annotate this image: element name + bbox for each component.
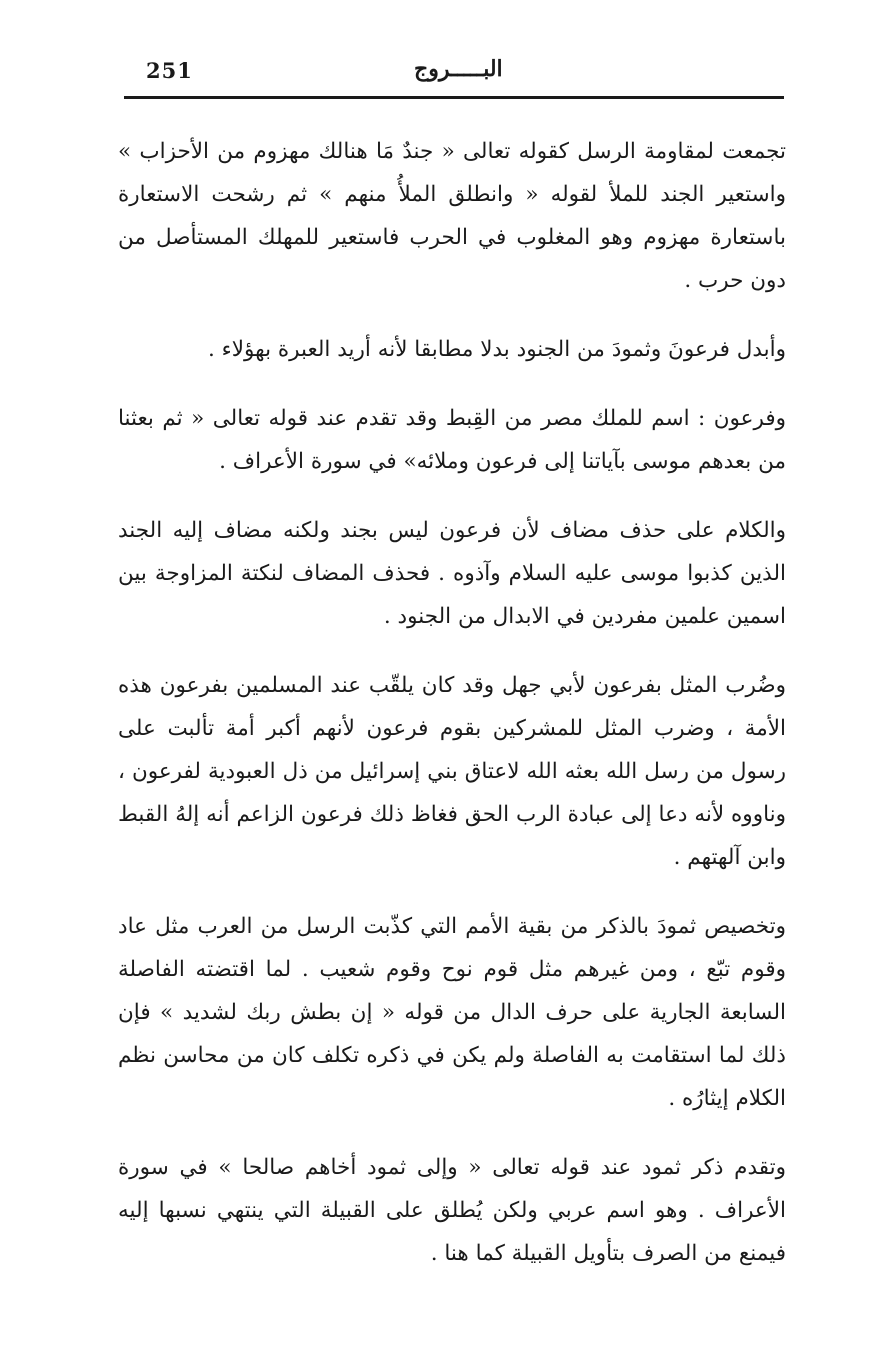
paragraph-6: وتخصيص ثمودَ بالذكر من بقية الأمم التي كذّبت الرسل من العرب مثل عاد وقوم تبّع ، ومن غيرهم مثل قوم نوح وقوم شعيب . لما اقتضته الفاصلة السابعة الجارية على حرف الدال من قوله « إن بطش ربك لشديد » فإن ذلك لما استقامت به الفاصلة ولم يكن في ذكره تكلف كان من محاسن نظم الكلام إيثارُه . (118, 914, 786, 1111)
page-body (118, 130, 786, 1301)
paragraph-5: وضُرب المثل بفرعون لأبي جهل وقد كان يلقّب عند المسلمين بفرعون هذه الأمة ، وضرب المثل للمشركين بقوم فرعون لأنهم أكبر أمة تألبت على رسول من رسل الله بعثه الله لاعتاق بني إسرائيل من ذل العبودية لفرعون ، وناووه لأنه دعا إلى عبادة الرب الحق فغاظ ذلك فرعون الزاعم أنه إلهُ القبط وابن آلهتهم . (118, 673, 786, 870)
running-title: البـــــروج (414, 56, 503, 82)
page-header (124, 52, 784, 96)
paragraph-2: وأبدل فرعونَ وثمودَ من الجنود بدلا مطابقا لأنه أريد العبرة بهؤلاء . (208, 337, 786, 362)
paragraph-1: تجمعت لمقاومة الرسل كقوله تعالى « جندٌ مَا هنالك مهزوم من الأحزاب » واستعير الجند للملأ لقوله « وانطلق الملأُ منهم » ثم رشحت الاستعارة باستعارة مهزوم وهو المغلوب في الحرب فاستعير للمهلك المستأصل من دون حرب . (118, 139, 786, 293)
paragraph-4: والكلام على حذف مضاف لأن فرعون ليس بجند ولكنه مضاف إليه الجند الذين كذبوا موسى عليه السلام وآذوه . فحذف المضاف لنكتة المزاوجة بين اسمين علمين مفردين في الابدال من الجنود . (118, 518, 786, 629)
paragraph-3: وفرعون : اسم للملك مصر من القِبط وقد تقدم عند قوله تعالى « ثم بعثنا من بعدهم موسى بآياتنا إلى فرعون وملائه» في سورة الأعراف . (118, 406, 786, 474)
page-number: 251 (146, 58, 193, 83)
paragraph-7: وتقدم ذكر ثمود عند قوله تعالى « وإلى ثمود أخاهم صالحا » في سورة الأعراف . وهو اسم عربي ولكن يُطلق على القبيلة التي ينتهي نسبها إليه فيمنع من الصرف بتأويل القبيلة كما هنا . (118, 1155, 786, 1266)
header-divider (124, 96, 784, 99)
